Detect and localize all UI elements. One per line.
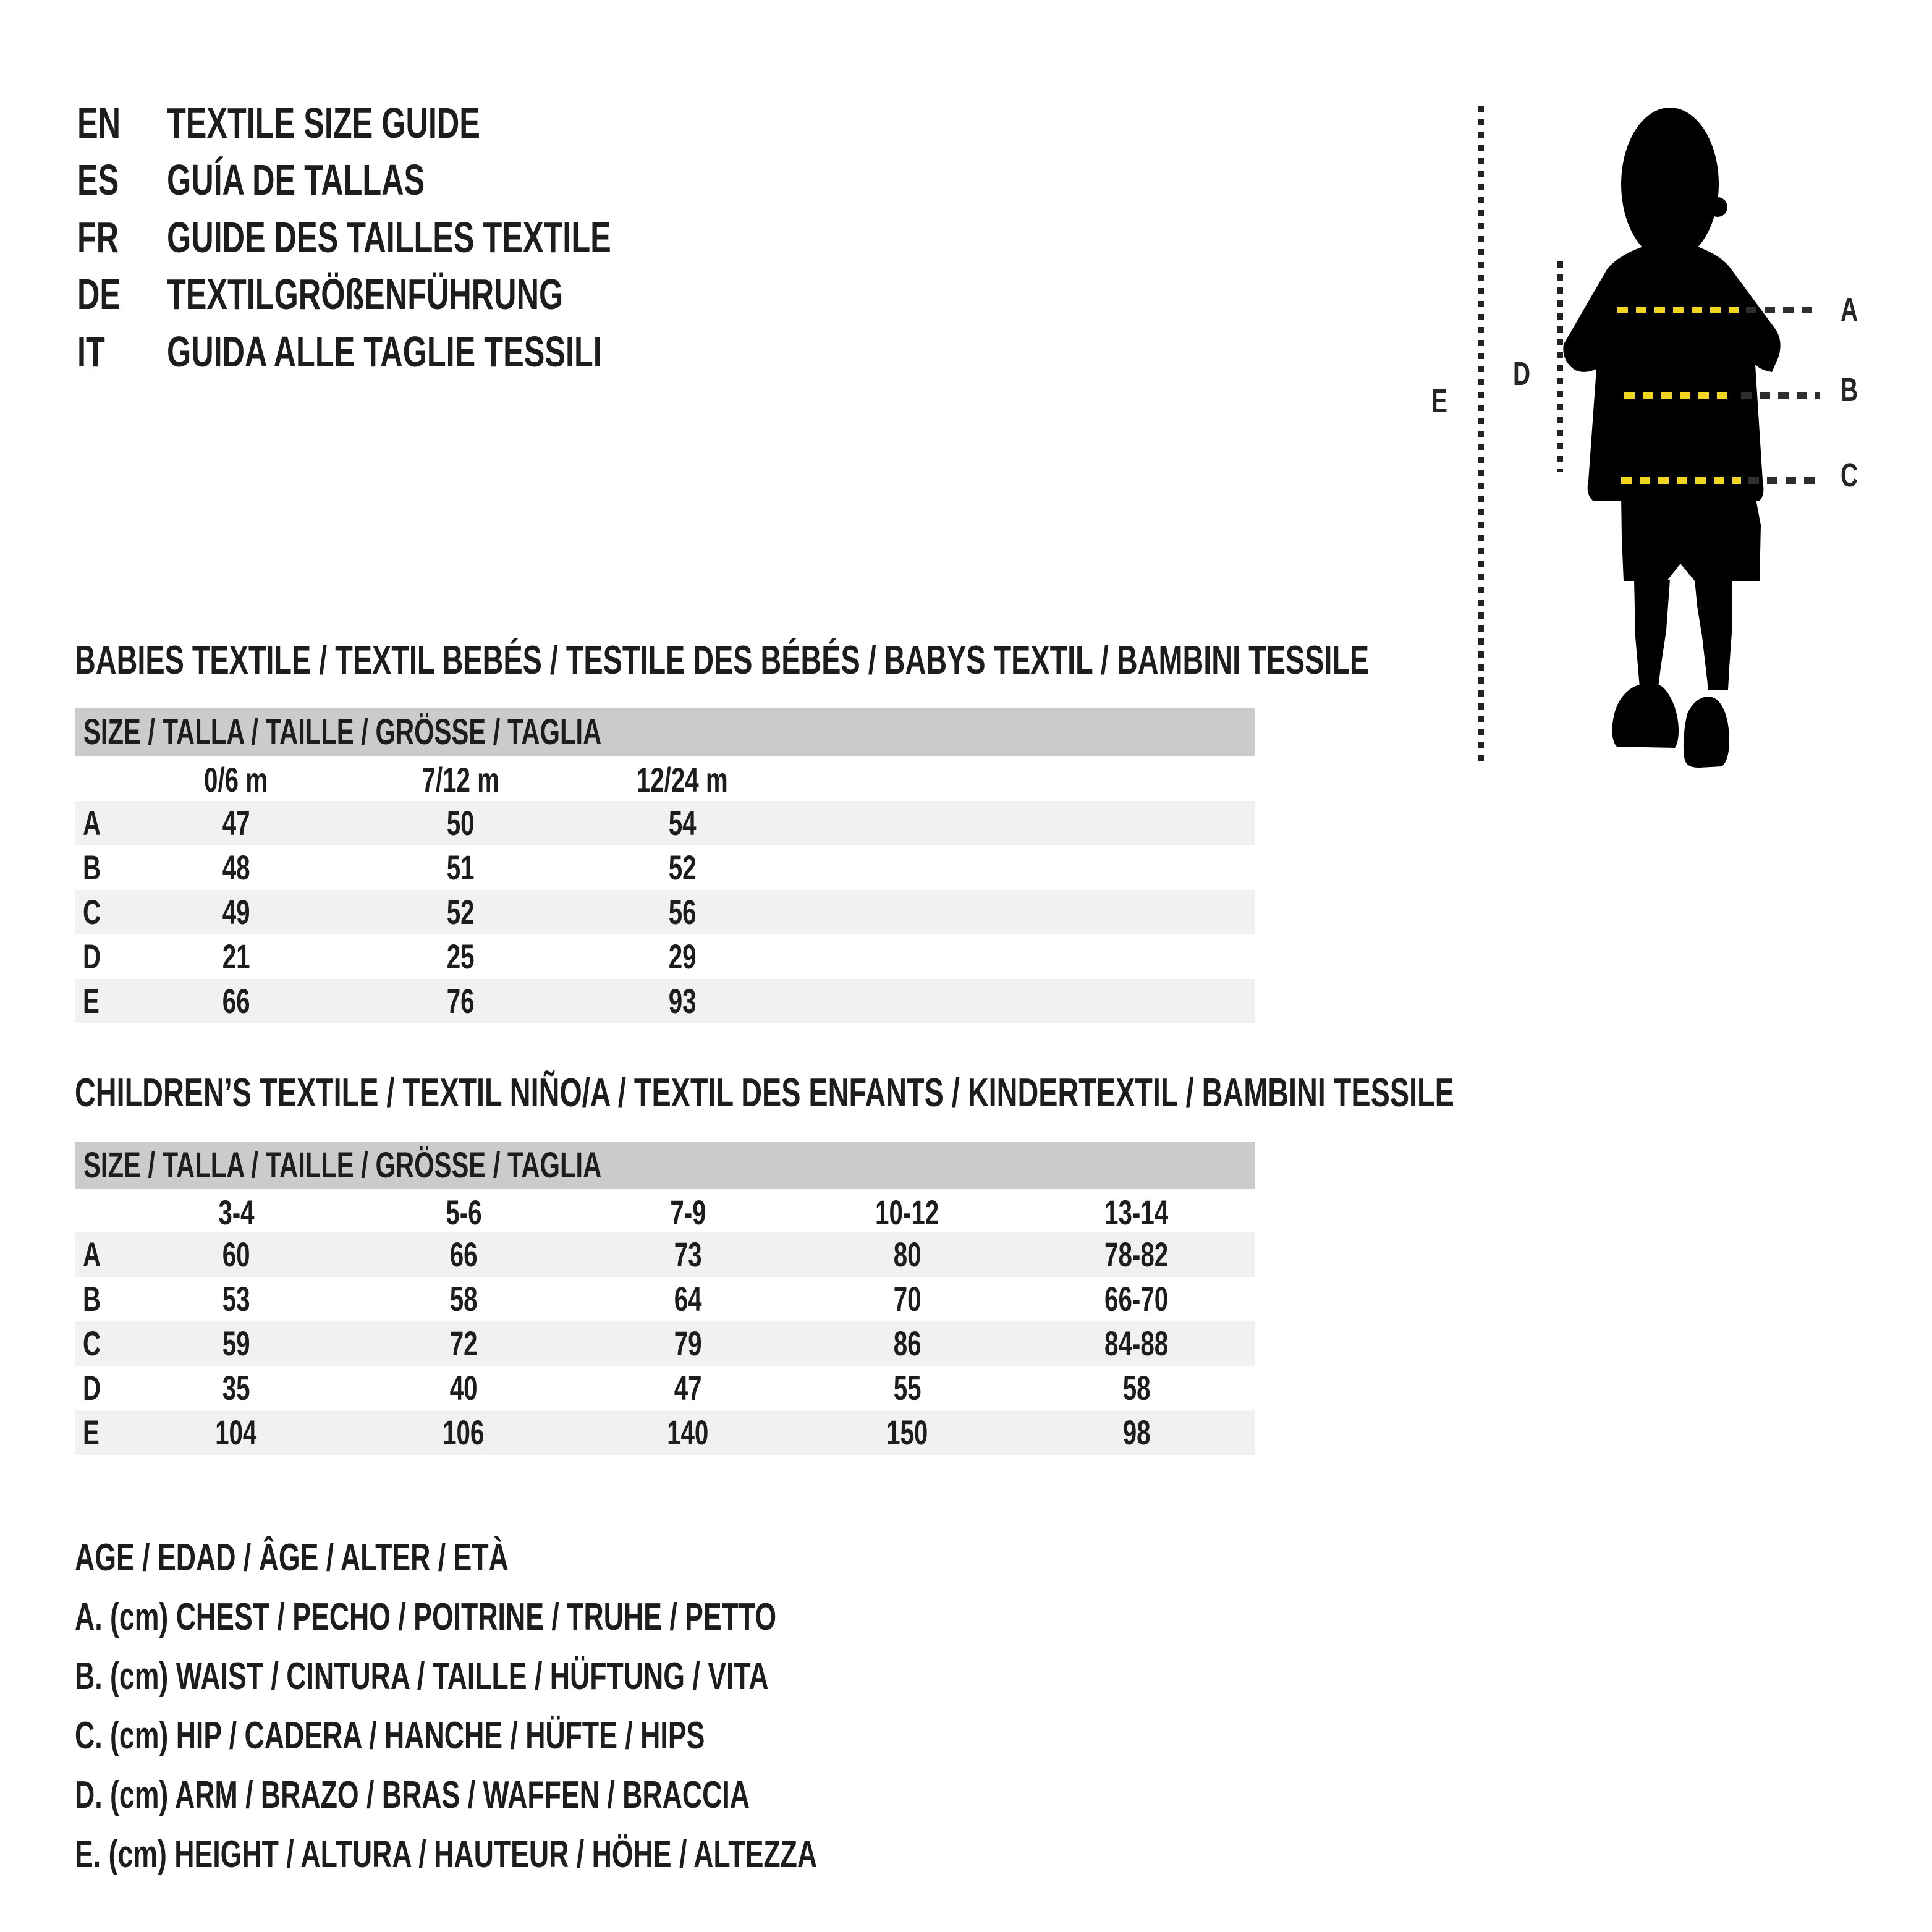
table-row: B 48 51 52 [75, 845, 1255, 890]
children-size-header-bar: SIZE / TALLA / TAILLE / GRÖSSE / TAGLIA [75, 1142, 1255, 1189]
table-cell: 50 [446, 803, 475, 842]
table-cell: 66 [222, 981, 250, 1020]
table-row: E 104 106 140 150 98 [75, 1410, 1255, 1455]
table-cell: 73 [674, 1235, 702, 1274]
legend-line-arm: D. (cm) ARM / BRAZO / BRAS / WAFFEN / BRACCIA [75, 1774, 750, 1816]
column-header: 7/12 m [422, 760, 499, 799]
table-cell: 55 [893, 1368, 922, 1407]
lang-code: IT [77, 328, 105, 376]
figure-label-c: C [1841, 457, 1858, 494]
table-cell: 66-70 [1104, 1279, 1169, 1318]
column-header: 12/24 m [637, 760, 728, 799]
table-cell: 56 [668, 892, 697, 931]
table-cell: 140 [667, 1413, 709, 1452]
table-cell: 84-88 [1104, 1324, 1169, 1363]
babies-column-header-row [75, 761, 1255, 799]
chest-a-yellow-dash-line [1617, 307, 1739, 313]
figure-label-d: D [1513, 355, 1531, 392]
table-cell: 21 [222, 937, 250, 976]
waist-b-yellow-dash-line [1624, 392, 1734, 399]
table-row: D 21 25 29 [75, 934, 1255, 979]
guide-title: GUIDA ALLE TAGLIE TESSILI [167, 328, 602, 376]
table-cell: 54 [668, 803, 697, 842]
legend-line-waist: B. (cm) WAIST / CINTURA / TAILLE / HÜFTUNG / VITA [75, 1655, 769, 1698]
table-cell: 70 [893, 1279, 922, 1318]
figure-label-e: E [1431, 383, 1447, 420]
guide-title: GUIDE DES TAILLES TEXTILE [167, 213, 611, 261]
legend-line-age: AGE / EDAD / ÂGE / ALTER / ETÀ [75, 1536, 509, 1579]
table-cell: 93 [668, 981, 697, 1020]
children-heading: CHILDREN’S TEXTILE / TEXTIL NIÑO/A / TEXTIL DES ENFANTS / KINDERTEXTIL / BAMBINI TESSILE [75, 1070, 1454, 1115]
table-cell: 78-82 [1104, 1235, 1169, 1274]
table-cell: 106 [443, 1413, 485, 1452]
table-cell: 79 [674, 1324, 702, 1363]
table-cell: 52 [668, 848, 697, 887]
hip-c-yellow-dash-line [1621, 477, 1741, 484]
guide-title: GUÍA DE TALLAS [167, 156, 425, 204]
guide-title: TEXTILE SIZE GUIDE [167, 99, 480, 147]
table-row: B 53 58 64 70 66-70 [75, 1277, 1255, 1321]
table-cell: 51 [446, 848, 475, 887]
table-cell: 53 [222, 1279, 250, 1318]
column-header: 13-14 [1104, 1193, 1169, 1232]
guide-title: TEXTILGRÖßENFÜHRUNG [167, 270, 564, 318]
table-cell: 48 [222, 848, 250, 887]
column-header: 0/6 m [204, 760, 268, 799]
figure-label-a: A [1841, 291, 1858, 328]
lang-code: FR [77, 213, 119, 261]
lang-code: EN [77, 99, 121, 147]
table-cell: 40 [449, 1368, 478, 1407]
table-cell: 86 [893, 1324, 922, 1363]
table-cell: 104 [215, 1413, 257, 1452]
table-cell: 76 [446, 981, 475, 1020]
column-header: 10-12 [875, 1193, 939, 1232]
children-column-header-row [75, 1194, 1255, 1231]
babies-size-header-bar: SIZE / TALLA / TAILLE / GRÖSSE / TAGLIA [75, 708, 1255, 756]
column-header: 7-9 [669, 1193, 706, 1232]
table-cell: 98 [1122, 1413, 1151, 1452]
lang-code: DE [77, 270, 121, 318]
table-cell: 58 [449, 1279, 478, 1318]
babies-heading: BABIES TEXTILE / TEXTIL BEBÉS / TESTILE DES BÉBÉS / BABYS TEXTIL / BAMBINI TESSILE [75, 637, 1370, 682]
table-row: D 35 40 47 55 58 [75, 1366, 1255, 1410]
lang-code: ES [77, 156, 119, 204]
table-cell: 29 [668, 937, 697, 976]
legend-line-height: E. (cm) HEIGHT / ALTURA / HAUTEUR / HÖHE / ALTEZZA [75, 1833, 818, 1876]
table-cell: 47 [674, 1368, 702, 1407]
table-cell: 58 [1122, 1368, 1151, 1407]
column-header: 3-4 [218, 1193, 255, 1232]
waist-b-dark-dash-line [1741, 392, 1820, 399]
table-cell: 52 [446, 892, 475, 931]
table-cell: 59 [222, 1324, 250, 1363]
table-cell: 49 [222, 892, 250, 931]
table-row: A 60 66 73 80 78-82 [75, 1232, 1255, 1277]
table-row: E 66 76 93 [75, 979, 1255, 1023]
legend-line-hip: C. (cm) HIP / CADERA / HANCHE / HÜFTE / HIPS [75, 1714, 705, 1757]
table-cell: 150 [886, 1413, 928, 1452]
table-cell: 66 [449, 1235, 478, 1274]
table-cell: 35 [222, 1368, 250, 1407]
table-row: C 59 72 79 86 84-88 [75, 1321, 1255, 1366]
table-cell: 60 [222, 1235, 250, 1274]
hip-c-dark-dash-line [1748, 477, 1820, 484]
table-cell: 64 [674, 1279, 702, 1318]
table-row: C 49 52 56 [75, 890, 1255, 934]
chest-a-dark-dash-line [1746, 307, 1820, 313]
column-header: 5-6 [445, 1193, 482, 1232]
table-cell: 47 [222, 803, 250, 842]
legend-line-chest: A. (cm) CHEST / PECHO / POITRINE / TRUHE / PETTO [75, 1596, 777, 1638]
figure-label-b: B [1841, 371, 1858, 409]
table-cell: 72 [449, 1324, 478, 1363]
table-cell: 25 [446, 937, 475, 976]
table-row: A 47 50 54 [75, 801, 1255, 845]
table-cell: 80 [893, 1235, 922, 1274]
